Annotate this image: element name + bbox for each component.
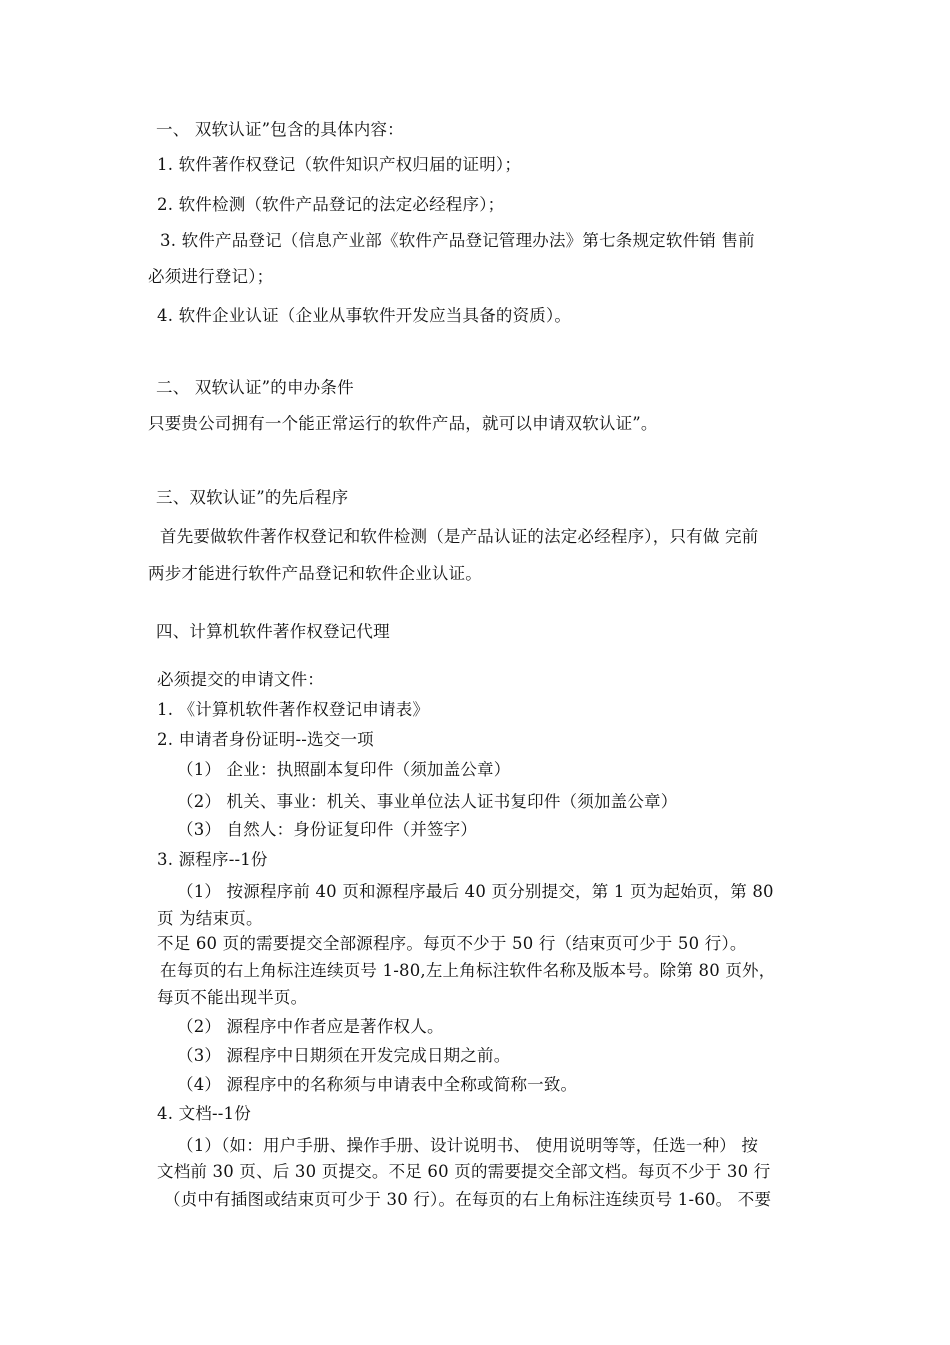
section4-item3-sub4: （4） 源程序中的名称须与申请表中全称或简称一致。: [177, 1075, 578, 1094]
section1-item2: 2. 软件检测（软件产品登记的法定必经程序）；: [157, 195, 505, 214]
section2-body: 只要贵公司拥有一个能正常运行的软件产品，就可以申请双软认证”。: [148, 414, 658, 433]
section4-item2-sub3: （3） 自然人：身份证复印件（并签字）: [177, 820, 478, 839]
section4-item2-sub2: （2） 机关、事业：机关、事业单位法人证书复印件（须加盖公章）: [177, 792, 678, 811]
section4-item3: 3. 源程序--1份: [157, 850, 268, 869]
section3-body-line2: 两步才能进行软件产品登记和软件企业认证。: [148, 564, 482, 583]
section4-item2-sub1: （1） 企业：执照副本复印件（须加盖公章）: [177, 760, 511, 779]
section4-item1: 1. 《计算机软件著作权登记申请表》: [157, 700, 430, 719]
section3-heading: 三、双软认证”的先后程序: [156, 488, 349, 507]
section4-item3-sub1-line2: 页 为结束页。: [157, 909, 263, 928]
section4-heading: 四、计算机软件著作权登记代理: [156, 622, 390, 641]
section1-item3-line1: 3. 软件产品登记（信息产业部《软件产品登记管理办法》第七条规定软件销 售前: [160, 231, 755, 250]
section1-heading: 一、 双软认证”包含的具体内容：: [156, 120, 404, 139]
section1-item3-line2: 必须进行登记）；: [148, 267, 274, 286]
section4-item3-sub1-line3: 不足 60 页的需要提交全部源程序。每页不少于 50 行（结束页可少于 50 行）。: [157, 934, 747, 953]
section4-item3-sub1-line1: （1） 按源程序前 40 页和源程序最后 40 页分别提交，第 1 页为起始页，第 80: [177, 882, 774, 901]
section4-item4-sub1-line2: 文档前 30 页、后 30 页提交。不足 60 页的需要提交全部文档。每页不少于 30 行: [157, 1162, 771, 1181]
section4-item4-sub1-line1: （1）（如：用户手册、操作手册、设计说明书、 使用说明等等，任选一种） 按: [177, 1136, 759, 1155]
section4-item3-sub1-line5: 每页不能出现半页。: [157, 988, 308, 1007]
section1-item1: 1. 软件著作权登记（软件知识产权归届的证明）；: [157, 155, 522, 174]
section4-item3-sub2: （2） 源程序中作者应是著作权人。: [177, 1017, 444, 1036]
section4-item2: 2. 申请者身份证明--选交一项: [157, 730, 374, 749]
section2-heading: 二、 双软认证”的申办条件: [156, 378, 354, 397]
section3-body-line1: 首先要做软件著作权登记和软件检测（是产品认证的法定必经程序），只有做 完前: [160, 527, 759, 546]
section4-item4: 4. 文档--1份: [157, 1104, 251, 1123]
section4-item3-sub3: （3） 源程序中日期须在开发完成日期之前。: [177, 1046, 511, 1065]
section1-item4: 4. 软件企业认证（企业从事软件开发应当具备的资质）。: [157, 306, 572, 325]
section4-intro: 必须提交的申请文件：: [157, 670, 324, 689]
section4-item4-sub1-line3: （贞中有插图或结束页可少于 30 行）。在每页的右上角标注连续页号 1-60。 不要: [164, 1190, 772, 1209]
section4-item3-sub1-line4: 在每页的右上角标注连续页号 1-80,左上角标注软件名称及版本号。除第 80 页外，: [160, 961, 776, 980]
